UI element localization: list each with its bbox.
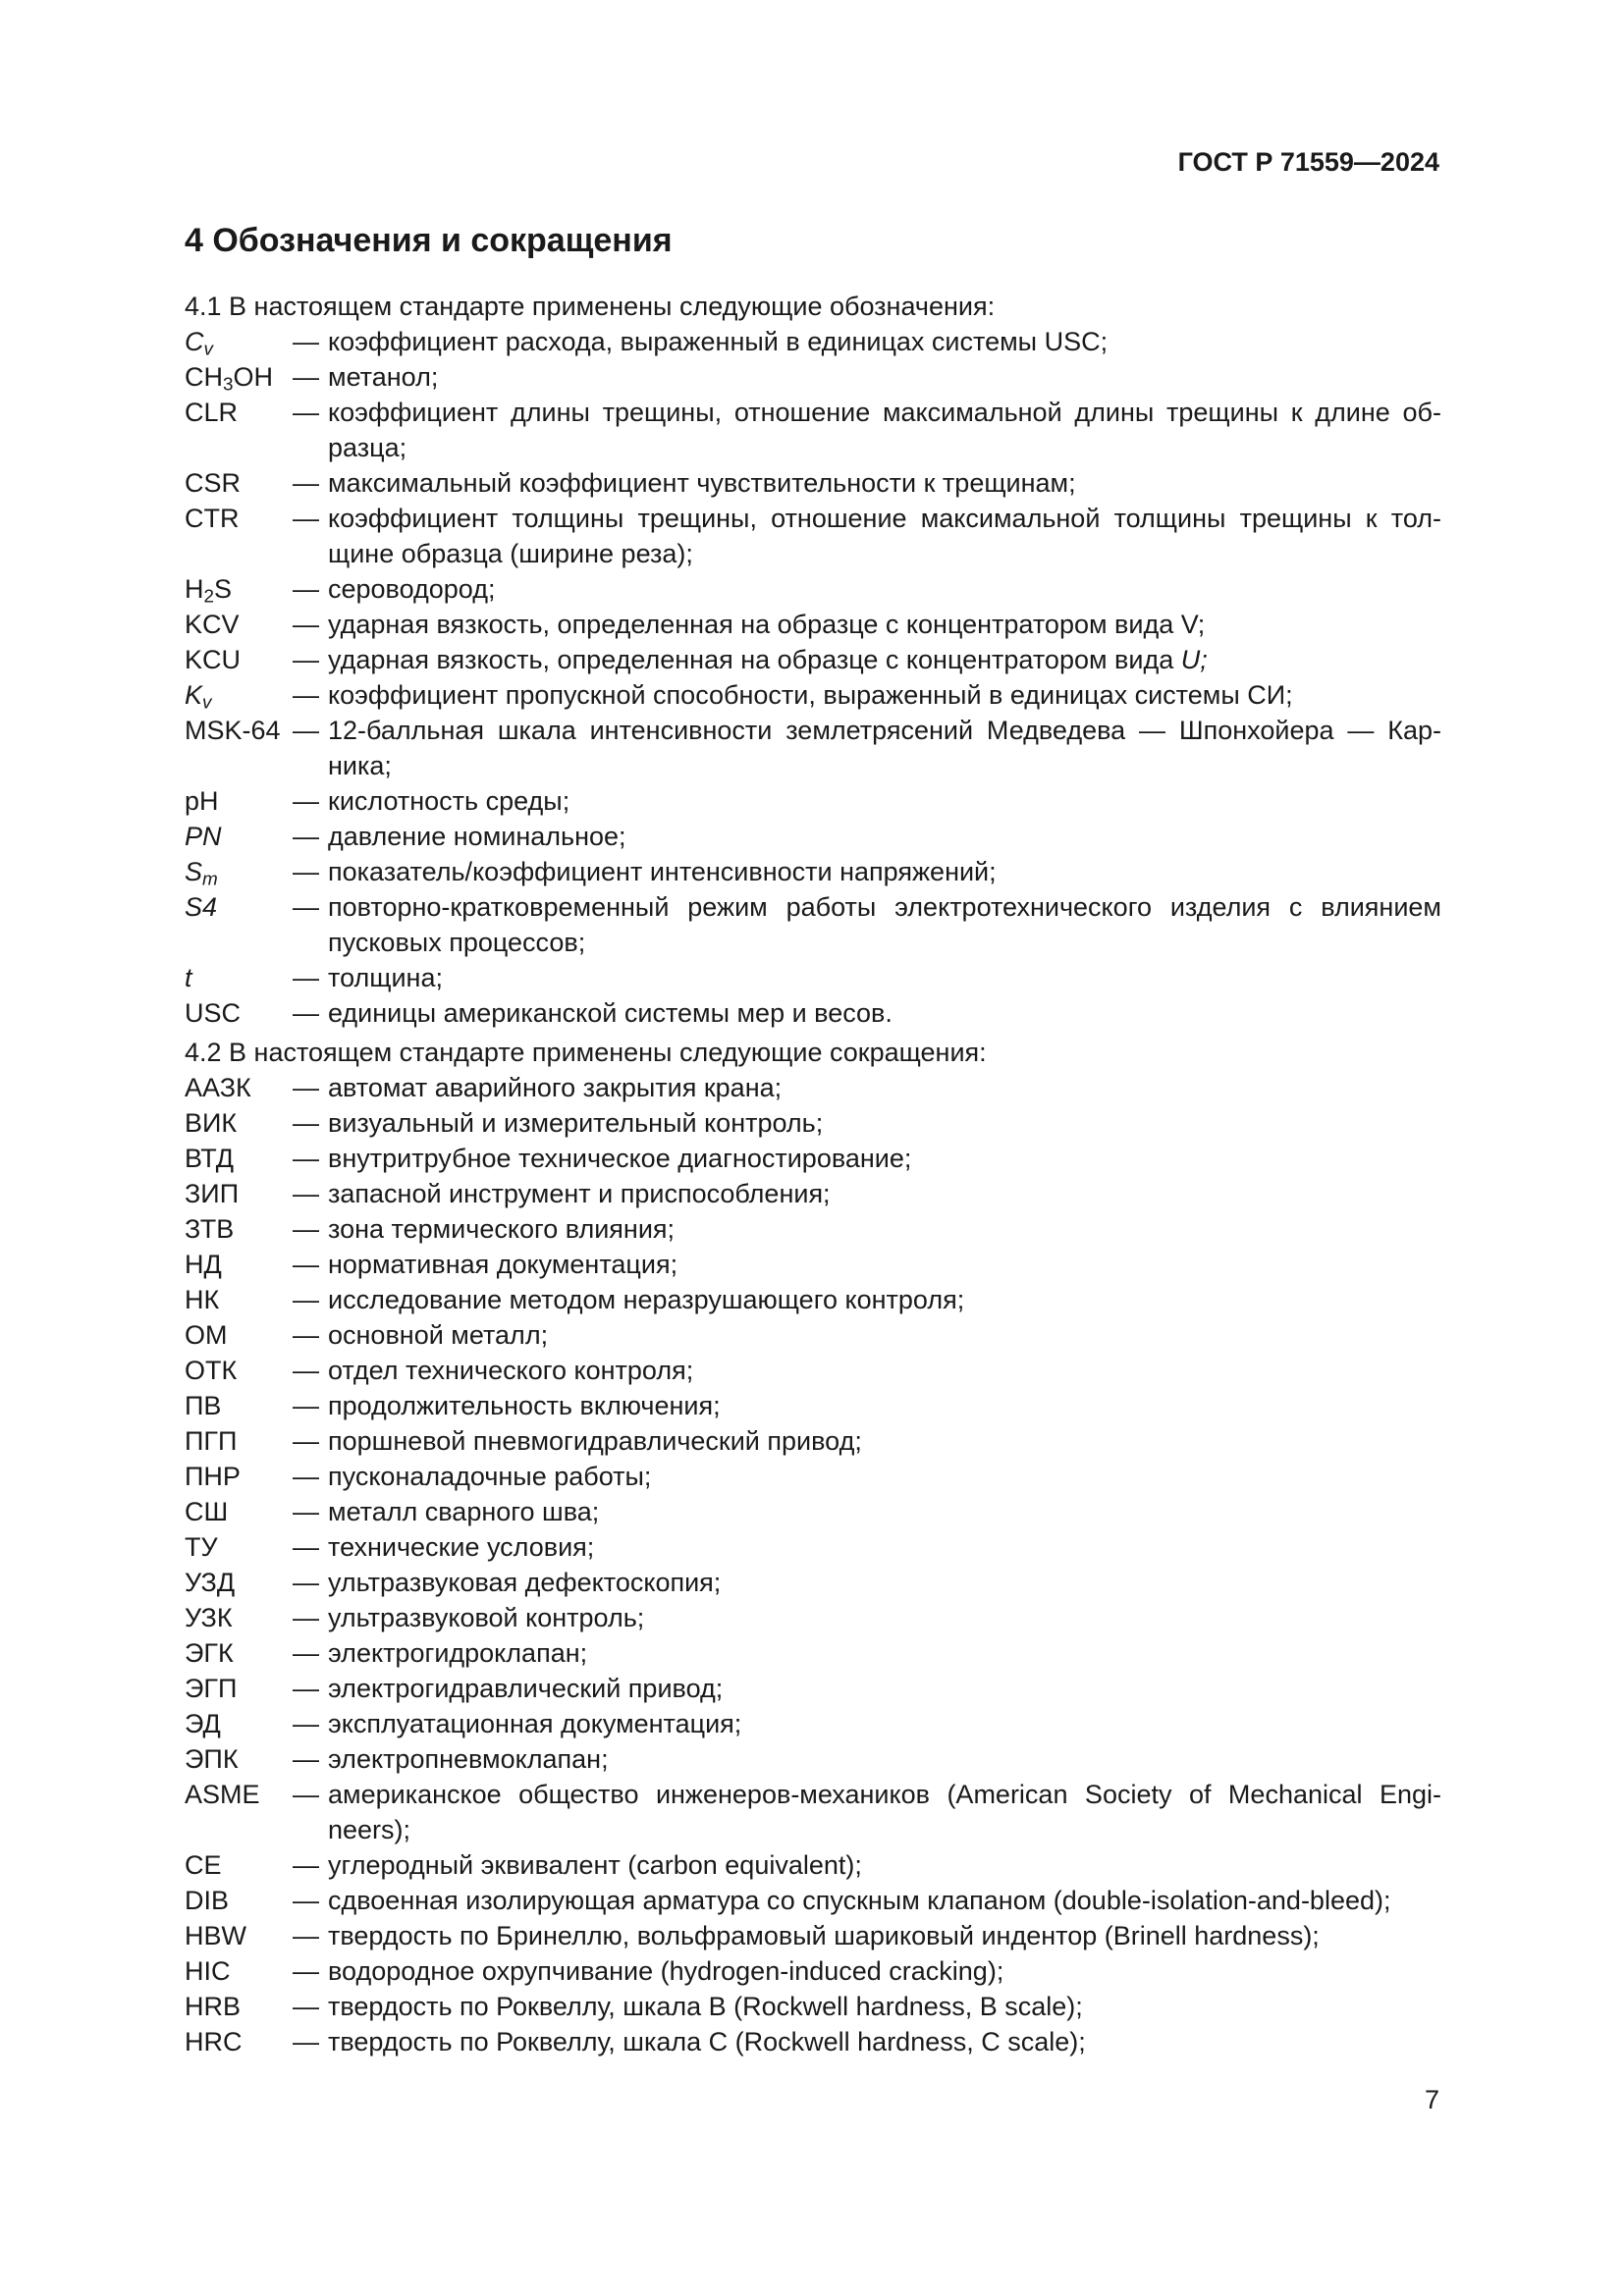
- term-definition-text: сероводород;: [328, 574, 496, 604]
- term-symbol-text: ЭПК: [185, 1744, 239, 1774]
- em-dash: —: [293, 716, 319, 745]
- term-definition-text: американское общество инженеров-механиков (American Society of Mechanical Engi-neers);: [328, 1780, 1441, 1844]
- em-dash: —: [293, 680, 319, 710]
- term-definition: [328, 359, 1441, 395]
- term-definition-text: максимальный коэффициент чувствительности к трещинам;: [328, 468, 1076, 498]
- term-symbol: [185, 1070, 293, 1105]
- term-symbol-text: DIB: [185, 1886, 230, 1915]
- term-symbol-text: C: [185, 327, 204, 356]
- term-symbol: [185, 1141, 293, 1176]
- term-definition-text: эксплуатационная документация;: [328, 1709, 742, 1738]
- term-symbol-text: KCV: [185, 610, 240, 639]
- term-symbol-text: CLR: [185, 398, 239, 427]
- term-symbol-text: HRB: [185, 1992, 242, 2021]
- em-dash: —: [293, 645, 319, 674]
- em-dash: —: [293, 1073, 319, 1102]
- em-dash: —: [293, 1391, 319, 1420]
- term-definition-text: твердость по Роквеллу, шкала B (Rockwell hardness, B scale);: [328, 1992, 1083, 2021]
- term-symbol: [185, 607, 293, 642]
- term-symbol: [185, 2024, 293, 2059]
- term-symbol: [185, 1953, 293, 1989]
- list-item: [185, 819, 1441, 854]
- term-definition: [328, 1282, 1441, 1317]
- page-number: 7: [1424, 2085, 1439, 2114]
- term-definition-italic: U;: [1180, 645, 1208, 674]
- term-definition: [328, 1918, 1441, 1953]
- term-definition: [328, 1600, 1441, 1635]
- term-symbol: [185, 1459, 293, 1494]
- term-symbol-text: K: [185, 680, 203, 710]
- term-symbol: [185, 1706, 293, 1741]
- term-symbol: [185, 1247, 293, 1282]
- em-dash: —: [293, 857, 319, 886]
- term-definition-text: коэффициент толщины трещины, отношение максимальной толщины трещины к тол-щине образца (ширине реза);: [328, 504, 1441, 568]
- term-definition-text: давление номинальное;: [328, 822, 626, 851]
- list-item: [185, 1706, 1441, 1741]
- em-dash: —: [293, 892, 319, 922]
- list-item: [185, 1741, 1441, 1777]
- list-item: [185, 1671, 1441, 1706]
- term-symbol-text: ВТД: [185, 1144, 235, 1173]
- em-dash: —: [293, 1214, 319, 1244]
- list-item: [185, 1529, 1441, 1565]
- list-item: [185, 1883, 1441, 1918]
- term-symbol-text: УЗК: [185, 1603, 233, 1632]
- term-definition-text: продолжительность включения;: [328, 1391, 721, 1420]
- list-item: [185, 854, 1441, 889]
- term-definition-text: запасной инструмент и приспособления;: [328, 1179, 831, 1208]
- term-definition: [328, 960, 1441, 995]
- term-definition: [328, 1883, 1441, 1918]
- list-item: [185, 1105, 1441, 1141]
- term-symbol-text: ЭГК: [185, 1638, 234, 1668]
- term-symbol-text: СШ: [185, 1497, 229, 1526]
- term-symbol: [185, 1105, 293, 1141]
- list-item: [185, 1600, 1441, 1635]
- term-symbol: [185, 1671, 293, 1706]
- section-title: 4 Обозначения и сокращения: [185, 222, 673, 259]
- term-definition: [328, 1529, 1441, 1565]
- term-definition: [328, 1459, 1441, 1494]
- term-symbol-text: PN: [185, 822, 222, 851]
- term-symbol: [185, 642, 293, 677]
- list-item: [185, 1211, 1441, 1247]
- list-item: [185, 1247, 1441, 1282]
- term-definition: [328, 677, 1441, 713]
- list-item: [185, 1918, 1441, 1953]
- term-symbol-text: t: [185, 963, 192, 992]
- em-dash: —: [293, 1320, 319, 1350]
- term-definition: [328, 713, 1441, 783]
- term-definition-text: коэффициент пропускной способности, выраженный в единицах системы СИ;: [328, 680, 1293, 710]
- term-definition: [328, 1565, 1441, 1600]
- term-definition: [328, 783, 1441, 819]
- term-symbol: [185, 1883, 293, 1918]
- list-item: [185, 1423, 1441, 1459]
- list-item: [185, 1141, 1441, 1176]
- abbreviations-intro: 4.2 В настоящем стандарте применены следующие сокращения:: [185, 1038, 987, 1067]
- term-definition-text: ударная вязкость, определенная на образце с концентратором вида V;: [328, 610, 1206, 639]
- term-definition-text: коэффициент расхода, выраженный в единицах системы USC;: [328, 327, 1109, 356]
- term-definition-text: единицы американской системы мер и весов.: [328, 998, 893, 1028]
- term-symbol: [185, 713, 293, 783]
- term-subscript: v: [202, 692, 212, 714]
- list-item: [185, 1282, 1441, 1317]
- term-symbol-text: CSR: [185, 468, 242, 498]
- list-item: [185, 1777, 1441, 1847]
- abbreviations-section: [185, 1035, 1441, 2059]
- list-item: [185, 1565, 1441, 1600]
- term-suffix: S: [214, 574, 233, 604]
- term-definition-text: технические условия;: [328, 1532, 595, 1562]
- term-definition-text: визуальный и измерительный контроль;: [328, 1108, 824, 1138]
- em-dash: —: [293, 1462, 319, 1491]
- list-item: [185, 1459, 1441, 1494]
- term-symbol-text: ОТК: [185, 1356, 238, 1385]
- term-symbol-text: ВИК: [185, 1108, 238, 1138]
- list-item: [185, 889, 1441, 960]
- list-item: [185, 1635, 1441, 1671]
- term-definition: [328, 324, 1441, 359]
- term-definition: [328, 1105, 1441, 1141]
- term-definition-text: показатель/коэффициент интенсивности напряжений;: [328, 857, 997, 886]
- term-definition: [328, 1211, 1441, 1247]
- term-definition: [328, 1494, 1441, 1529]
- term-definition-text: поршневой пневмогидравлический привод;: [328, 1426, 862, 1456]
- document-code: ГОСТ Р 71559—2024: [1177, 147, 1439, 177]
- em-dash: —: [293, 1568, 319, 1597]
- em-dash: —: [293, 327, 319, 356]
- term-symbol: [185, 1353, 293, 1388]
- term-symbol: [185, 1989, 293, 2024]
- term-definition: [328, 571, 1441, 607]
- term-symbol: [185, 359, 293, 395]
- designations-section: [185, 289, 1441, 1031]
- term-definition-text: повторно-кратковременный режим работы электротехнического изделия с влиянием пусковых процессов;: [328, 892, 1441, 957]
- term-symbol-text: S4: [185, 892, 218, 922]
- list-item: [185, 1953, 1441, 1989]
- term-symbol: [185, 395, 293, 465]
- term-definition: [328, 2024, 1441, 2059]
- term-definition-text: водородное охрупчивание (hydrogen-induced cracking);: [328, 1956, 1004, 1986]
- term-definition: [328, 1141, 1441, 1176]
- term-symbol: [185, 1777, 293, 1847]
- em-dash: —: [293, 1780, 319, 1809]
- em-dash: —: [293, 574, 319, 604]
- list-item: [185, 1176, 1441, 1211]
- list-item: [185, 1989, 1441, 2024]
- term-definition: [328, 1953, 1441, 1989]
- term-symbol: [185, 854, 293, 889]
- term-symbol-text: S: [185, 857, 203, 886]
- list-item: [185, 2024, 1441, 2059]
- term-definition: [328, 1423, 1441, 1459]
- term-definition: [328, 395, 1441, 465]
- term-symbol: [185, 571, 293, 607]
- term-definition-text: электропневмоклапан;: [328, 1744, 609, 1774]
- list-item: [185, 465, 1441, 501]
- term-definition: [328, 819, 1441, 854]
- term-definition-text: основной металл;: [328, 1320, 549, 1350]
- term-symbol: [185, 501, 293, 571]
- term-symbol-text: ПНР: [185, 1462, 241, 1491]
- term-symbol: [185, 1918, 293, 1953]
- term-definition-text: твердость по Роквеллу, шкала C (Rockwell hardness, C scale);: [328, 2027, 1086, 2056]
- em-dash: —: [293, 1709, 319, 1738]
- list-item: [185, 1847, 1441, 1883]
- em-dash: —: [293, 362, 319, 392]
- term-definition-text: электрогидравлический привод;: [328, 1674, 724, 1703]
- term-definition-text: твердость по Бринеллю, вольфрамовый шариковый индентор (Brinell hardness);: [328, 1921, 1320, 1950]
- term-symbol-text: HRC: [185, 2027, 243, 2056]
- term-symbol: [185, 1388, 293, 1423]
- term-definition-text: углеродный эквивалент (carbon equivalent);: [328, 1850, 862, 1880]
- em-dash: —: [293, 1285, 319, 1314]
- term-symbol-text: USC: [185, 998, 242, 1028]
- list-item: [185, 677, 1441, 713]
- term-definition: [328, 1777, 1441, 1847]
- term-definition-text: коэффициент длины трещины, отношение максимальной длины трещины к длине об-разца;: [328, 398, 1441, 462]
- term-subscript: 3: [223, 374, 234, 396]
- term-symbol: [185, 889, 293, 960]
- term-symbol: [185, 465, 293, 501]
- term-definition-text: зона термического влияния;: [328, 1214, 676, 1244]
- em-dash: —: [293, 2027, 319, 2056]
- term-symbol: [185, 324, 293, 359]
- term-symbol-text: HBW: [185, 1921, 246, 1950]
- em-dash: —: [293, 822, 319, 851]
- term-definition-text: ультразвуковая дефектоскопия;: [328, 1568, 722, 1597]
- term-definition: [328, 1070, 1441, 1105]
- term-symbol: [185, 1211, 293, 1247]
- term-definition: [328, 465, 1441, 501]
- term-definition: [328, 642, 1441, 677]
- term-symbol: [185, 1600, 293, 1635]
- list-item: [185, 571, 1441, 607]
- term-definition: [328, 889, 1441, 960]
- term-symbol-text: НД: [185, 1250, 222, 1279]
- term-symbol-text: ААЗК: [185, 1073, 251, 1102]
- term-definition-text: кислотность среды;: [328, 786, 570, 816]
- list-item: [185, 1388, 1441, 1423]
- term-definition: [328, 1353, 1441, 1388]
- term-symbol: [185, 783, 293, 819]
- em-dash: —: [293, 1921, 319, 1950]
- term-definition: [328, 1176, 1441, 1211]
- em-dash: —: [293, 1886, 319, 1915]
- term-definition-text: металл сварного шва;: [328, 1497, 600, 1526]
- term-subscript: m: [202, 869, 218, 890]
- list-item: [185, 1494, 1441, 1529]
- em-dash: —: [293, 610, 319, 639]
- term-subscript: v: [203, 339, 213, 360]
- em-dash: —: [293, 1144, 319, 1173]
- term-symbol-text: УЗД: [185, 1568, 236, 1597]
- term-definition-text: ультразвуковой контроль;: [328, 1603, 645, 1632]
- list-item: [185, 1070, 1441, 1105]
- term-definition: [328, 501, 1441, 571]
- em-dash: —: [293, 1426, 319, 1456]
- term-definition: [328, 1706, 1441, 1741]
- list-item: [185, 607, 1441, 642]
- term-definition-text: отдел технического контроля;: [328, 1356, 694, 1385]
- em-dash: —: [293, 786, 319, 816]
- term-definition: [328, 1741, 1441, 1777]
- em-dash: —: [293, 963, 319, 992]
- em-dash: —: [293, 1744, 319, 1774]
- term-symbol: [185, 1741, 293, 1777]
- term-symbol: [185, 1847, 293, 1883]
- em-dash: —: [293, 398, 319, 427]
- term-definition: [328, 1989, 1441, 2024]
- term-definition-text: автомат аварийного закрытия крана;: [328, 1073, 783, 1102]
- term-definition: [328, 607, 1441, 642]
- term-definition-text: толщина;: [328, 963, 443, 992]
- term-symbol-text: ЭД: [185, 1709, 221, 1738]
- term-symbol-text: ЭГП: [185, 1674, 238, 1703]
- term-symbol: [185, 1635, 293, 1671]
- term-definition-text: электрогидроклапан;: [328, 1638, 588, 1668]
- list-item: [185, 1353, 1441, 1388]
- term-definition: [328, 1317, 1441, 1353]
- term-symbol-text: CH: [185, 362, 223, 392]
- em-dash: —: [293, 1179, 319, 1208]
- term-symbol-text: CTR: [185, 504, 240, 533]
- list-item: [185, 642, 1441, 677]
- term-symbol-text: HIC: [185, 1956, 231, 1986]
- term-definition: [328, 995, 1441, 1031]
- term-symbol: [185, 960, 293, 995]
- term-symbol: [185, 1529, 293, 1565]
- term-definition: [328, 854, 1441, 889]
- term-definition-text: пусконаладочные работы;: [328, 1462, 652, 1491]
- designations-list: [185, 324, 1441, 1031]
- term-symbol: [185, 1176, 293, 1211]
- term-definition-text: нормативная документация;: [328, 1250, 678, 1279]
- term-definition-text: исследование методом неразрушающего контроля;: [328, 1285, 965, 1314]
- term-symbol-text: ПГП: [185, 1426, 238, 1456]
- em-dash: —: [293, 1250, 319, 1279]
- term-symbol: [185, 995, 293, 1031]
- em-dash: —: [293, 468, 319, 498]
- term-definition-text: 12-балльная шкала интенсивности землетрясений Медведева — Шпонхойера — Кар-ника;: [328, 716, 1441, 780]
- term-symbol-text: ТУ: [185, 1532, 218, 1562]
- list-item: [185, 501, 1441, 571]
- term-symbol-text: H: [185, 574, 204, 604]
- em-dash: —: [293, 998, 319, 1028]
- em-dash: —: [293, 1850, 319, 1880]
- term-symbol-text: KCU: [185, 645, 242, 674]
- term-definition-text: метанол;: [328, 362, 439, 392]
- term-symbol-text: ЗТВ: [185, 1214, 235, 1244]
- em-dash: —: [293, 1992, 319, 2021]
- em-dash: —: [293, 1638, 319, 1668]
- term-definition: [328, 1847, 1441, 1883]
- list-item: [185, 995, 1441, 1031]
- term-suffix: OH: [233, 362, 274, 392]
- term-symbol: [185, 1565, 293, 1600]
- term-symbol-text: ПВ: [185, 1391, 222, 1420]
- term-symbol-text: ASME: [185, 1780, 260, 1809]
- list-item: [185, 783, 1441, 819]
- em-dash: —: [293, 1603, 319, 1632]
- term-definition: [328, 1388, 1441, 1423]
- em-dash: —: [293, 1108, 319, 1138]
- em-dash: —: [293, 1956, 319, 1986]
- term-symbol: [185, 819, 293, 854]
- em-dash: —: [293, 1674, 319, 1703]
- list-item: [185, 960, 1441, 995]
- term-symbol-text: MSK-64: [185, 716, 281, 745]
- term-symbol-text: pH: [185, 786, 219, 816]
- term-definition-text: внутритрубное техническое диагностирование;: [328, 1144, 912, 1173]
- term-definition-text: сдвоенная изолирующая арматура со спускным клапаном (double-isolation-and-bleed);: [328, 1886, 1391, 1915]
- term-symbol: [185, 1317, 293, 1353]
- term-definition: [328, 1671, 1441, 1706]
- list-item: [185, 713, 1441, 783]
- list-item: [185, 395, 1441, 465]
- designations-intro: 4.1 В настоящем стандарте применены следующие обозначения:: [185, 292, 996, 321]
- term-definition: [328, 1247, 1441, 1282]
- em-dash: —: [293, 504, 319, 533]
- term-symbol: [185, 1282, 293, 1317]
- em-dash: —: [293, 1497, 319, 1526]
- term-symbol-text: НК: [185, 1285, 220, 1314]
- em-dash: —: [293, 1532, 319, 1562]
- term-symbol-text: CE: [185, 1850, 222, 1880]
- list-item: [185, 1317, 1441, 1353]
- em-dash: —: [293, 1356, 319, 1385]
- term-symbol-text: ОМ: [185, 1320, 228, 1350]
- term-symbol: [185, 1494, 293, 1529]
- term-subscript: 2: [203, 586, 215, 608]
- abbreviations-list: [185, 1070, 1441, 2059]
- term-symbol: [185, 1423, 293, 1459]
- term-definition: [328, 1635, 1441, 1671]
- list-item: [185, 324, 1441, 359]
- term-definition-text: ударная вязкость, определенная на образце с концентратором вида: [328, 645, 1181, 674]
- list-item: [185, 359, 1441, 395]
- term-symbol: [185, 677, 293, 713]
- term-symbol-text: ЗИП: [185, 1179, 240, 1208]
